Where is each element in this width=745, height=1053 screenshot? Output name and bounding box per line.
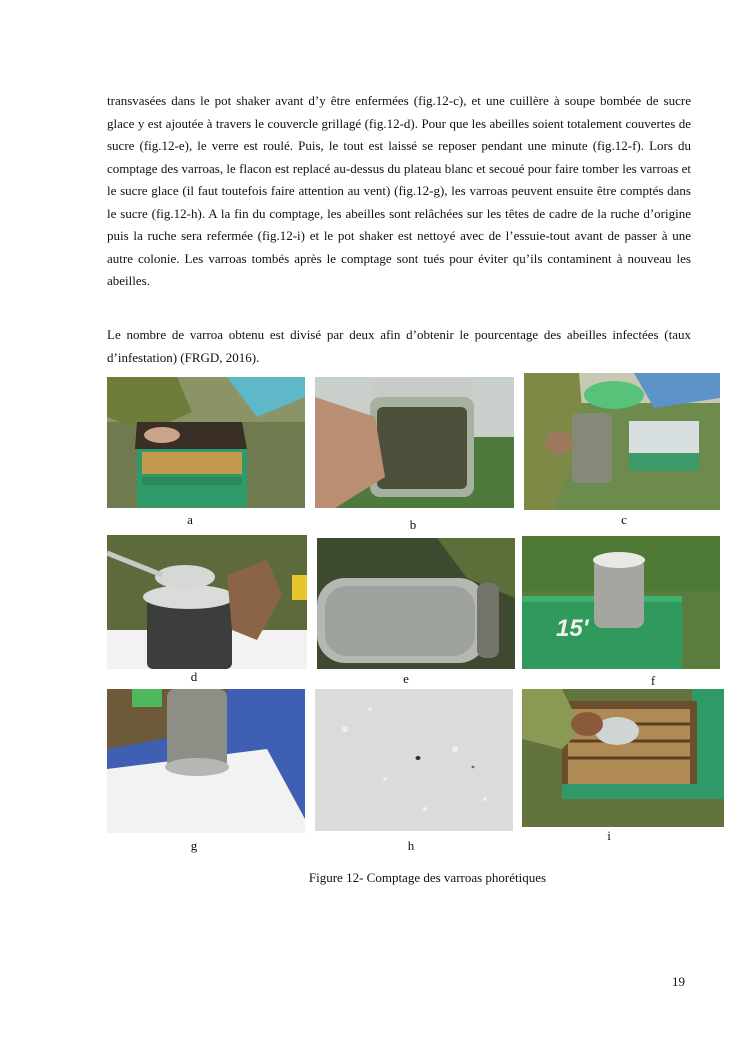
figure-label-g: g — [190, 838, 198, 853]
photo-b — [315, 377, 514, 508]
figure-label-d: d — [190, 669, 198, 684]
figure-caption: Figure 12- Comptage des varroas phorétiques — [308, 870, 547, 885]
page-number: 19 — [672, 974, 685, 989]
photo-a — [107, 377, 305, 508]
photo-h — [315, 689, 513, 831]
photo-e — [317, 538, 515, 669]
photo-f-number: 15' — [556, 615, 589, 642]
figure-label-b: b — [409, 517, 417, 532]
figure-label-h: h — [407, 838, 415, 853]
body-paragraph-1: transvasées dans le pot shaker avant d’y être enfermées (fig.12-c), et une cuillère à soupe bombée de sucre glace y est ajoutée à travers le couvercle grillagé (fig.12-d). Pour que les abeilles soient totalement couvertes de sucre (fig.12-e), le verre est roulé. Puis, le tout est laissé se reposer pendant une minute (fig.12-f). Lors du comptage des varroas, le flacon est replacé au-dessus du plateau blanc et secoué pour faire tomber les varroas et le sucre glace (il faut toutefois faire attention au vent) (fig.12-g), les varroas peuvent ensuite être comptés dans le sucre (fig.12-h). A la fin du comptage, les abeilles sont relâchées sur les têtes de cadre de la ruche d’origine puis la ruche sera refermée (fig.12-i) et le pot shaker est nettoyé avec de l’essuie-tout avant de passer à une autre colonie. Les varroas tombés après le comptage sont tués pour éviter qu’ils contaminent à nouveau les abeilles. — [107, 93, 691, 288]
photo-d — [107, 535, 307, 669]
photo-g — [107, 689, 305, 833]
figure-label-c: c — [621, 512, 627, 527]
figure-label-f: f — [650, 673, 656, 688]
figure-label-e: e — [403, 671, 409, 686]
figure-label-i: i — [607, 828, 611, 843]
photo-c — [524, 373, 720, 510]
body-paragraph-2: Le nombre de varroa obtenu est divisé par deux afin d’obtenir le pourcentage des abeilles infectées (taux d’infestation) (FRGD, 2016). — [107, 327, 691, 365]
figure-label-a: a — [187, 512, 193, 527]
photo-i — [522, 689, 724, 827]
photo-f — [522, 536, 720, 669]
